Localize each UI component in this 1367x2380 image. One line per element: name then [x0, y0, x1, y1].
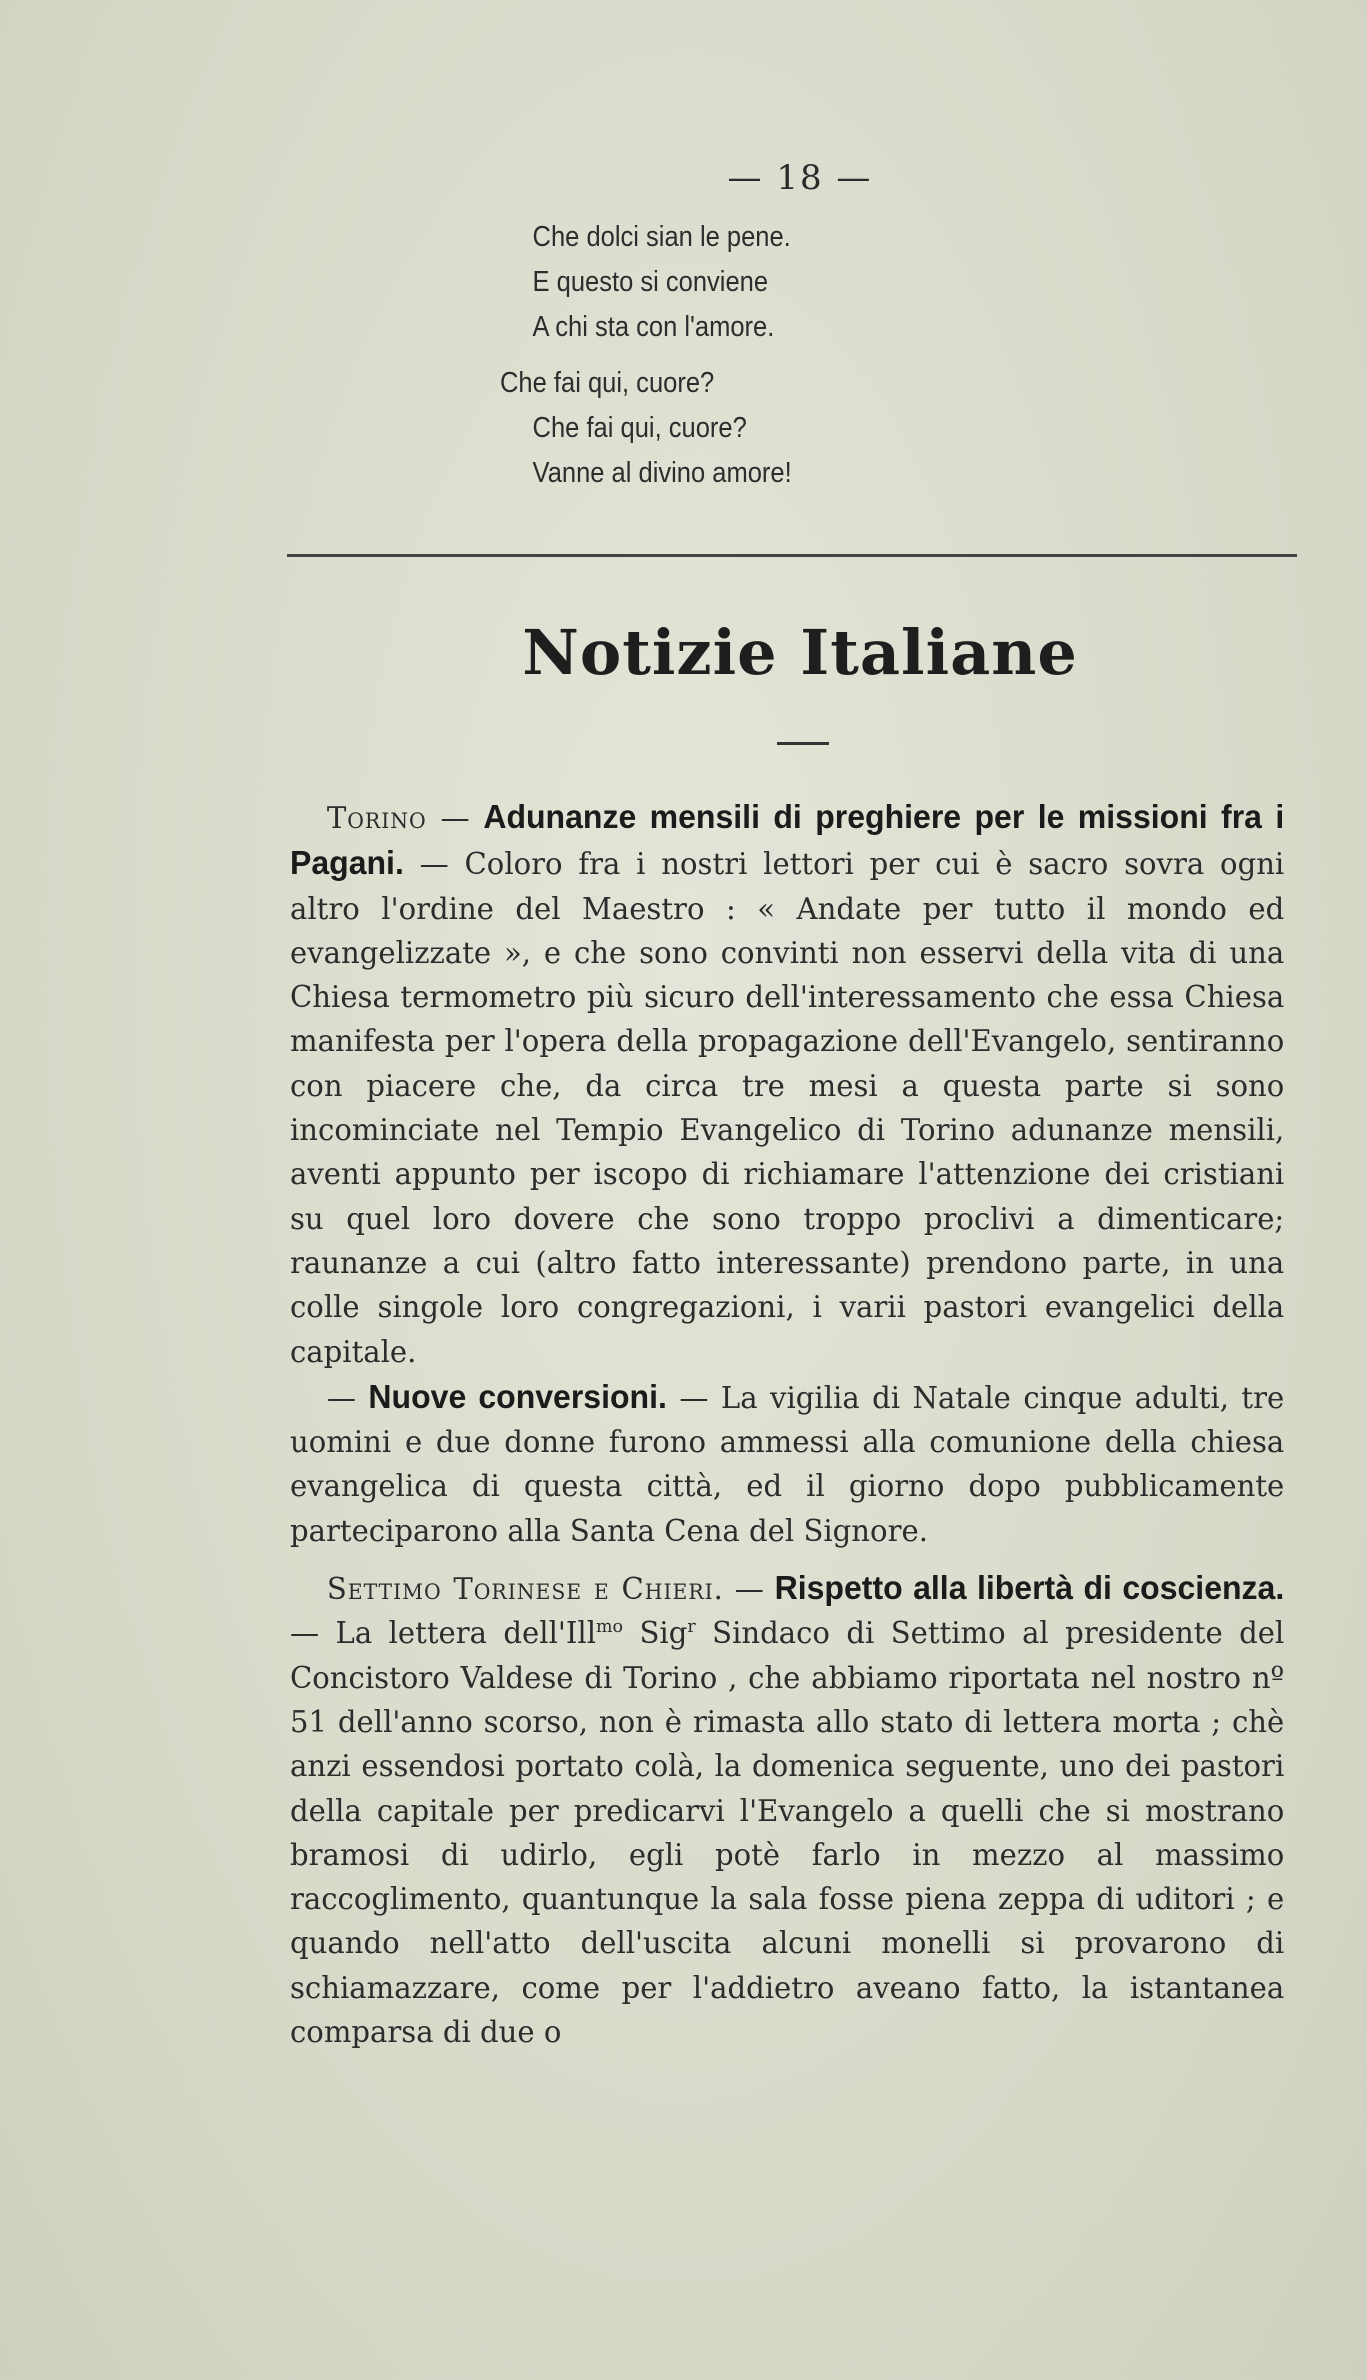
paragraph-text: Sig: [623, 1616, 688, 1652]
paragraph-torino: [290, 795, 1284, 1375]
superscript: r: [687, 1616, 696, 1638]
poem-line: Vanne al divino amore!: [532, 457, 792, 489]
poem-line: E questo si conviene: [532, 266, 769, 298]
dash: —: [326, 1380, 369, 1416]
paragraph-text: — La lettera dell'Ill: [290, 1616, 597, 1652]
poem-line: Che fai qui, cuore?: [532, 412, 747, 444]
poem-line: Che dolci sian le pene.: [532, 221, 791, 253]
title-underline: [777, 742, 829, 745]
superscript: mo: [596, 1616, 624, 1638]
section-divider: [287, 554, 1297, 557]
poem-line: Che fai qui, cuore?: [500, 367, 715, 399]
page-number: — 18 —: [727, 158, 873, 198]
place-name: Torino: [326, 801, 427, 836]
paragraph-text: — Coloro fra i nostri lettori per cui è sacro sovra ogni altro l'ordine del Maestro : « Andate per tutto il mondo ed evangelizzate », e che sono convinti non esservi della vita di una Chiesa termometro più sicuro dell'interessamento che essa Chiesa manifesta per l'opera della propagazione dell'Evangelo, sentiranno con piacere che, da circa tre mesi a questa parte si sono incominciate nel Tempio Evangelico di Torino adunanze mensili, aventi appunto per iscopo di richiamare l'attenzione dei cristiani su quel loro dovere che sono troppo proclivi a dimenticare; raunanze a cui (altro fatto interessante) prendono parte, in una colle singole loro congregazioni, i varii pastori evangelici della capitale.: [290, 847, 1285, 1370]
paragraph-settimo: [290, 1566, 1284, 2055]
place-name: Settimo Torinese e Chieri.: [326, 1572, 724, 1608]
paragraph-heading: Nuove conversioni.: [368, 1377, 667, 1415]
article-body: [290, 795, 1284, 2055]
poem-line: A chi sta con l'amore.: [532, 311, 775, 343]
paragraph-text: — La vigilia di Natale cinque adulti, tre uomini e due donne furono ammessi alla comunione della chiesa evangelica di questa città, ed il giorno dopo pubblicamente parteciparono alla Santa Cena del Signore.: [290, 1380, 1285, 1549]
section-title: Notizie Italiane: [522, 616, 1078, 689]
paragraph-heading: Adunanze mensili di preghiere per le missioni fra i Pagani.: [290, 798, 1285, 882]
paragraph-heading: Rispetto alla libertà di coscienza.: [774, 1569, 1285, 1607]
dash: —: [723, 1572, 775, 1608]
dash: —: [426, 801, 484, 836]
paragraph-text: Sindaco di Settimo al presidente del Concistoro Valdese di Torino , che abbiamo riportata nel nostro nº 51 dell'anno scorso, non è rimasta allo stato di lettera morta ; chè anzi essendosi portato colà, la domenica seguente, uno dei pastori della capitale per predicarvi l'Evangelo a quelli che si mostrano bramosi di udirlo, egli potè farlo in mezzo al massimo raccoglimento, quantunque la sala fosse piena zeppa di uditori ; e quando nell'atto dell'uscita alcuni monelli si provarono di schiamazzare, come per l'addietro aveano fatto, la istantanea comparsa di due o: [290, 1616, 1285, 2051]
poem: [500, 215, 792, 496]
paragraph-conversioni: [290, 1375, 1284, 1554]
